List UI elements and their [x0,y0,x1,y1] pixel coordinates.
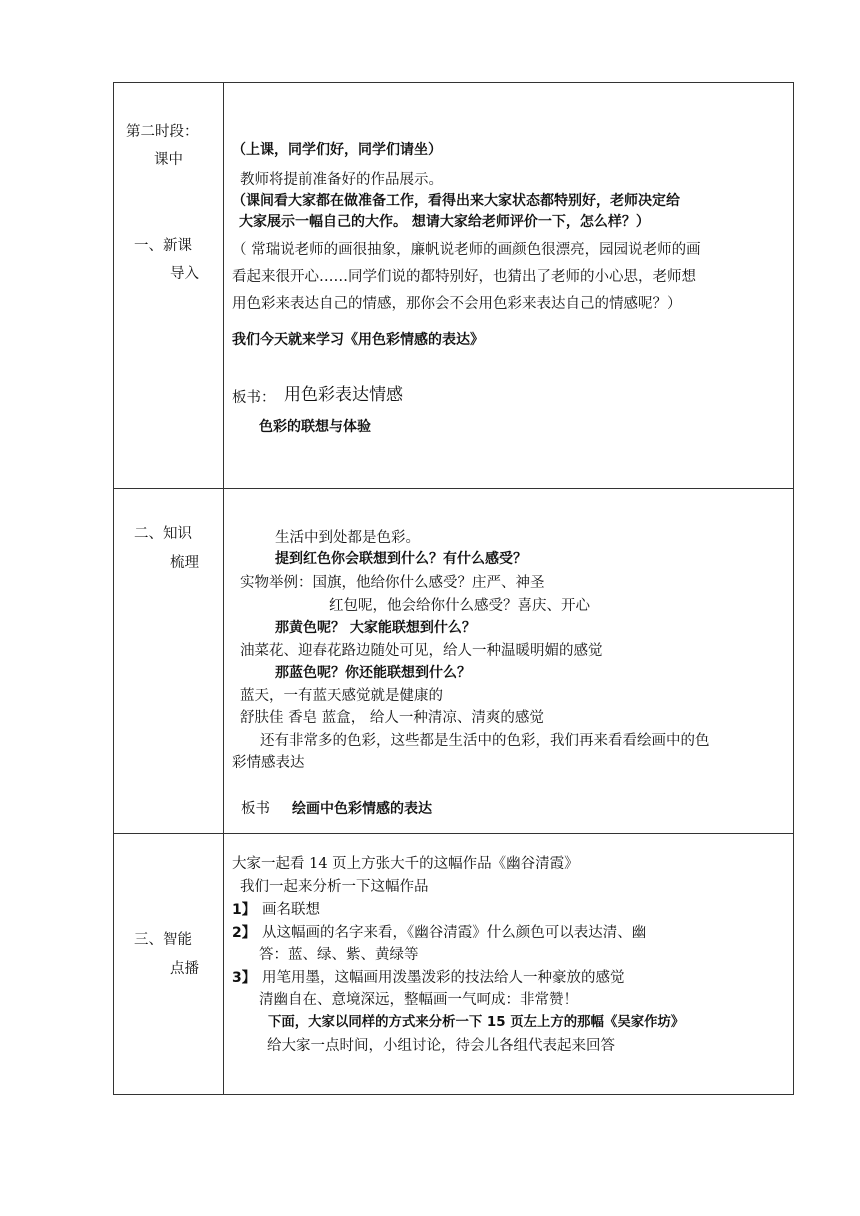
line: 答：蓝、绿、紫、黄绿等 [259,947,419,963]
line: 还有非常多的色彩，这些都是生活中的色彩，我们再来看看绘画中的色 [260,733,710,749]
board-subtitle: 色彩的联想与体验 [259,419,371,435]
list-marker: 1】 [232,902,256,918]
line: 下面，大家以同样的方式来分析一下 15 页左上方的那幅《吴家作坊》 [268,1015,685,1030]
row3-label-section-cont: 点播 [170,961,199,977]
board-title: 绘画中色彩情感的表达 [292,801,432,817]
row-divider [114,488,793,489]
line: 大家展示一幅自己的大作。 想请大家给老师评价一下，怎么样？） [239,214,650,230]
line: 从这幅画的名字来看，《幽谷清霞》什么颜色可以表达清、幽 [262,925,647,941]
line: 用色彩来表达自己的情感，那你会不会用色彩来表达自己的情感呢？） [232,296,682,312]
column-divider [223,83,224,1094]
line: 画名联想 [262,902,320,918]
row1-label-period: 第二时段： [126,124,199,140]
line: 给大家一点时间，小组讨论，待会儿各组代表起来回答 [267,1038,615,1054]
line: 教师将提前准备好的作品展示。 [240,172,443,188]
row2-label-section-cont: 梳理 [170,555,199,571]
row1-label-section: 一、新课 [134,238,192,254]
board-label: 板书： [232,390,276,406]
row2-label-section: 二、知识 [134,526,192,542]
board-title: 用色彩表达情感 [284,385,403,405]
line: 舒肤佳 香皂 蓝盒， 给人一种清凉、清爽的感觉 [240,710,544,726]
line: 那蓝色呢？你还能联想到什么？ [275,665,471,681]
line: （课间看大家都在做准备工作，看得出来大家状态都特别好，老师决定给 [232,193,680,209]
line: 彩情感表达 [232,755,305,771]
line: 那黄色呢？ 大家能联想到什么？ [275,620,476,636]
line: （上课，同学们好，同学们请坐） [232,142,442,158]
line: 看起来很开心……同学们说的都特别好，也猜出了老师的小心思，老师想 [232,269,696,285]
line: 清幽自在、意境深远，整幅画一气呵成：非常赞！ [259,992,578,1008]
line: 大家一起看 14 页上方张大千的这幅作品《幽谷清霞》 [232,856,579,872]
line: 我们今天就来学习《用色彩情感的表达》 [232,332,484,348]
line: 生活中到处都是色彩。 [275,530,420,546]
board-label: 板书 [241,801,270,817]
row-divider [114,833,793,834]
line: 用笔用墨，这幅画用泼墨泼彩的技法给人一种豪放的感觉 [262,970,625,986]
line: 我们一起来分析一下这幅作品 [240,879,429,895]
line: （ 常瑞说老师的画很抽象，廉帆说老师的画颜色很漂亮，园园说老师的画 [232,242,701,258]
lesson-table [113,82,794,1095]
list-marker: 2】 [232,925,256,941]
line: 蓝天，一有蓝天感觉就是健康的 [240,688,443,704]
line: 实物举例：国旗，他给你什么感受？庄严、神圣 [240,575,545,591]
line: 油菜花、迎春花路边随处可见，给人一种温暖明媚的感觉 [240,643,603,659]
line: 红包呢，他会给你什么感受？喜庆、开心 [329,598,590,614]
row1-label-section-cont: 导入 [170,266,199,282]
row3-label-section: 三、智能 [134,932,192,948]
line: 提到红色你会联想到什么？有什么感受？ [275,551,527,567]
list-marker: 3】 [232,970,256,986]
row1-label-phase: 课中 [154,152,183,168]
